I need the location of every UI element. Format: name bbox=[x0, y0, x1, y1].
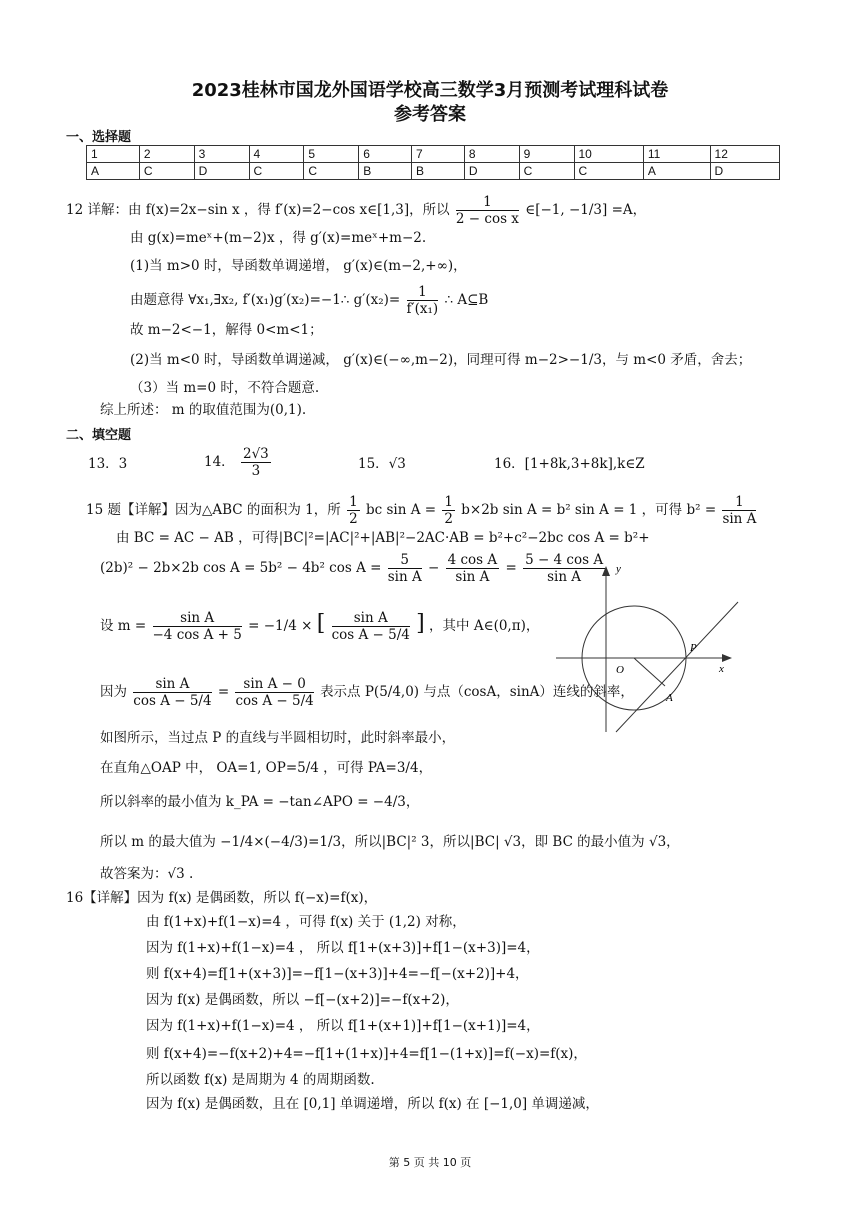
answer-number: 4 bbox=[249, 146, 304, 163]
point-a-label: A bbox=[666, 692, 673, 704]
answer-table bbox=[86, 145, 780, 180]
q12-line-1 bbox=[66, 194, 646, 227]
fraction-denominator: sin A bbox=[455, 569, 490, 585]
c2-fraction bbox=[446, 552, 500, 585]
q15-line-4: 设 m = $\frac{\text{sin A}}{\text{−4 cos A + 5}}$ = −1/4 × [ $\frac{\text{sin A}}{\text{cos A − 5/4}}$ ] ，其中 A∈(0,π)， bbox=[100, 610, 540, 643]
fraction-numerator: 1 bbox=[444, 494, 453, 510]
q16-line-8: 所以函数 f(x) 是周期为 4 的周期函数. bbox=[146, 1072, 375, 1088]
fraction-denominator: 3 bbox=[251, 463, 261, 479]
q12-fraction-2 bbox=[407, 284, 439, 317]
point-p-label: P bbox=[690, 642, 697, 654]
q12-line-6: (2)当 m<0 时，导函数单调递减， g′(x)∈(−∞,m−2)，同理可得 m−2>−1/3，与 m<0 矛盾，舍去； bbox=[130, 352, 752, 368]
answer-choice-row bbox=[87, 163, 780, 180]
q15-line-6: 如图所示，当过点 P 的直线与半圆相切时，此时斜率最小， bbox=[100, 730, 456, 746]
fraction-numerator: 2√3 bbox=[242, 446, 269, 462]
segment-oa bbox=[634, 658, 665, 686]
q12-fraction-1 bbox=[456, 194, 519, 227]
page-subtitle: 参考答案 bbox=[394, 104, 466, 125]
x-axis-label: x bbox=[719, 663, 724, 675]
q16-line-9: 因为 f(x) 是偶函数，且在 [0,1] 单调递增，所以 f(x) 在 [−1,0] 单调递减， bbox=[146, 1096, 599, 1112]
fraction-denominator: f′(x₁) bbox=[406, 301, 439, 317]
q12-text-e: 由题意得 ∀x₁,∃x₂, f′(x₁)g′(x₂)=−1∴ g′(x₂)= bbox=[130, 292, 401, 308]
fraction-denominator: cos A − 5/4 bbox=[331, 627, 410, 643]
fraction-numerator: 5 − 4 cos A bbox=[525, 552, 604, 568]
answer-number: 12 bbox=[710, 146, 779, 163]
fill-14-label: 14． bbox=[204, 454, 235, 470]
q15-line-3: (2b)² − 2b×2b cos A = 5b² − 4b² cos A = $\frac{5}{\text{sin A}}$ − $\frac{\text{4 cos A}}{\text{sin A}}$ = $\frac{\text{5 − 4 cos A}}{\text{sin A}}$ bbox=[100, 552, 604, 585]
answer-choice: C bbox=[574, 163, 643, 180]
q12-interval: ∈[−1, −1/3] bbox=[525, 202, 608, 218]
answer-choice: D bbox=[194, 163, 249, 180]
fill-answer-15: 15．√3 bbox=[358, 456, 406, 472]
fraction-denominator: cos A − 5/4 bbox=[235, 693, 314, 709]
fraction-denominator: sin A bbox=[387, 569, 422, 585]
fill-answer-16: 16．[1+8k,3+8k],k∈Z bbox=[494, 456, 645, 472]
q16-line-3: 因为 f(1+x)+f(1−x)=4 ， 所以 f[1+(x+3)]+f[1−(x+3)]=4， bbox=[146, 940, 540, 956]
m1-fraction bbox=[153, 610, 242, 643]
fill-14-fraction bbox=[241, 446, 271, 479]
y-axis-label: y bbox=[616, 563, 621, 575]
fraction-denominator: 2 bbox=[444, 511, 453, 527]
q16-line-4: 则 f(x+4)=f[1+(x+3)]=−f[1−(x+3)]+4=−f[−(x+2)]+4， bbox=[146, 966, 529, 982]
answer-number: 11 bbox=[643, 146, 710, 163]
q15-text-a3: b×2b sin A = b² sin A = 1 ，可得 b² = bbox=[461, 502, 717, 518]
e1-fraction bbox=[133, 676, 211, 709]
fill-answer-13: 13．3 bbox=[88, 456, 128, 472]
x-axis-arrow bbox=[722, 654, 732, 662]
q16-line-7: 则 f(x+4)=−f(x+2)+4=−f[1+(1+x)]+4=f[1−(1+x)]=f(−x)=f(x)， bbox=[146, 1046, 587, 1062]
fraction-numerator: 1 bbox=[407, 284, 439, 301]
answer-choice: B bbox=[412, 163, 465, 180]
page-title: 2023桂林市国龙外国语学校高三数学3月预测考试理科试卷 bbox=[191, 80, 669, 101]
tangent-figure bbox=[556, 562, 746, 738]
answer-number: 8 bbox=[464, 146, 519, 163]
q16-line-5: 因为 f(x) 是偶函数，所以 −f[−(x+2)]=−f(x+2)， bbox=[146, 992, 459, 1008]
answer-choice: C bbox=[139, 163, 194, 180]
fraction-numerator: sin A bbox=[153, 610, 242, 627]
answer-number-row bbox=[87, 146, 780, 163]
answer-choice: B bbox=[359, 163, 412, 180]
answer-number: 3 bbox=[194, 146, 249, 163]
fraction-numerator: 4 cos A bbox=[447, 552, 498, 568]
page-footer: 第 5 页 共 10 页 bbox=[388, 1156, 472, 1169]
fraction-numerator: sin A − 0 bbox=[235, 676, 313, 693]
answer-number: 7 bbox=[412, 146, 465, 163]
section-fill: 二、填空题 bbox=[66, 428, 132, 443]
q15-line-8: 所以斜率的最小值为 k_PA = −tan∠APO = −4/3， bbox=[100, 794, 420, 810]
section-choice: 一、选择题 bbox=[66, 130, 132, 145]
fraction-numerator: 1 bbox=[722, 494, 756, 511]
q15-text-d2: ，其中 A∈(0,π)， bbox=[429, 618, 540, 634]
fraction-numerator: sin A bbox=[133, 676, 211, 693]
q12-line-3: (1)当 m>0 时，导函数单调递增， g′(x)∈(m−2,+∞)， bbox=[130, 258, 467, 274]
fraction-numerator: 1 bbox=[456, 194, 519, 211]
answer-choice: A bbox=[643, 163, 710, 180]
q12-line-5: 故 m−2<−1，解得 0<m<1； bbox=[130, 322, 323, 338]
answer-choice: A bbox=[87, 163, 140, 180]
q15-text-a2: bc sin A = bbox=[365, 502, 437, 518]
half-fraction bbox=[442, 494, 455, 527]
c1-fraction bbox=[388, 552, 422, 585]
answer-choice: D bbox=[710, 163, 779, 180]
q16-line-2: 由 f(1+x)+f(1−x)=4 ，可得 f(x) 关于 (1,2) 对称， bbox=[146, 914, 466, 930]
q12-text-e2: ∴ A⊆B bbox=[444, 292, 489, 308]
answer-choice: C bbox=[304, 163, 359, 180]
fraction-denominator: cos A − 5/4 bbox=[133, 693, 212, 709]
fraction-denominator: sin A bbox=[722, 511, 757, 527]
q15-line-7: 在直角△OAP 中， OA=1, OP=5/4 ，可得 PA=3/4， bbox=[100, 760, 433, 776]
q15-text-c: (2b)² − 2b×2b cos A = 5b² − 4b² cos A = bbox=[100, 560, 382, 576]
answer-number: 1 bbox=[87, 146, 140, 163]
answer-choice: C bbox=[249, 163, 304, 180]
answer-number: 9 bbox=[519, 146, 574, 163]
answer-number: 2 bbox=[139, 146, 194, 163]
fraction-denominator: sin A bbox=[547, 569, 582, 585]
q15-line-1 bbox=[86, 494, 758, 527]
answer-number: 5 bbox=[304, 146, 359, 163]
q15-line-2: 由 BC = AC − AB ，可得|BC|²=|AC|²+|AB|²−2AC·AB = b²+c²−2bc cos A = b²+ bbox=[116, 530, 650, 546]
q15-line-5: 因为 $\frac{\text{sin A}}{\text{cos A − 5/4}}$ = $\frac{\text{sin A − 0}}{\text{cos A − 5/4}}$ 表示点 P(5/4,0) 与点（cosA，sinA）连线的斜率， bbox=[100, 676, 634, 709]
q15-line-9: 所以 m 的最大值为 −1/4×(−4/3)=1/3，所以|BC|² 3，所以|BC| √3，即 BC 的最小值为 √3， bbox=[100, 834, 680, 850]
m3-fraction bbox=[332, 610, 410, 643]
q15-line-10: 故答案为：√3 . bbox=[100, 866, 194, 882]
q15-text-e: 表示点 P(5/4,0) 与点（cosA，sinA）连线的斜率， bbox=[320, 684, 634, 700]
y-axis-arrow bbox=[602, 566, 610, 576]
q12-line-7: （3）当 m=0 时，不符合题意. bbox=[130, 380, 320, 396]
answer-number: 6 bbox=[359, 146, 412, 163]
fill-answer-14 bbox=[204, 446, 273, 479]
q12-line-8: 综上所述： m 的取值范围为(0,1). bbox=[100, 402, 307, 418]
q16-line-6: 因为 f(1+x)+f(1−x)=4 ， 所以 f[1+(x+1)]+f[1−(x+1)]=4， bbox=[146, 1018, 540, 1034]
q12-line-4 bbox=[130, 284, 488, 317]
fraction-numerator: 5 bbox=[388, 552, 422, 569]
q12-text-b: =A， bbox=[611, 202, 647, 218]
q12-line-2: 由 g(x)=meˣ+(m−2)x ，得 g′(x)=meˣ+m−2. bbox=[130, 230, 427, 246]
fraction-denominator: 2 − cos x bbox=[455, 211, 519, 227]
fraction-denominator: 2 bbox=[349, 511, 358, 527]
answer-choice: D bbox=[464, 163, 519, 180]
b2-fraction bbox=[722, 494, 756, 527]
fraction-numerator: sin A bbox=[332, 610, 410, 627]
e2-fraction bbox=[235, 676, 313, 709]
q12-text-a: 12 详解：由 f(x)=2x−sin x ，得 f′(x)=2−cos x∈[1,3]，所以 bbox=[66, 202, 450, 218]
fraction-numerator: 1 bbox=[349, 494, 358, 510]
q15-text-d: 设 m = bbox=[100, 618, 147, 634]
q15-text-a: 15 题【详解】因为△ABC 的面积为 1，所 bbox=[86, 502, 341, 518]
q16-line-1: 16【详解】因为 f(x) 是偶函数，所以 f(−x)=f(x)， bbox=[66, 890, 378, 906]
q15-m2: = −1/4 × bbox=[248, 618, 313, 634]
origin-label: O bbox=[616, 664, 624, 676]
answer-choice: C bbox=[519, 163, 574, 180]
half-fraction bbox=[347, 494, 360, 527]
answer-number: 10 bbox=[574, 146, 643, 163]
fraction-denominator: −4 cos A + 5 bbox=[152, 627, 242, 643]
